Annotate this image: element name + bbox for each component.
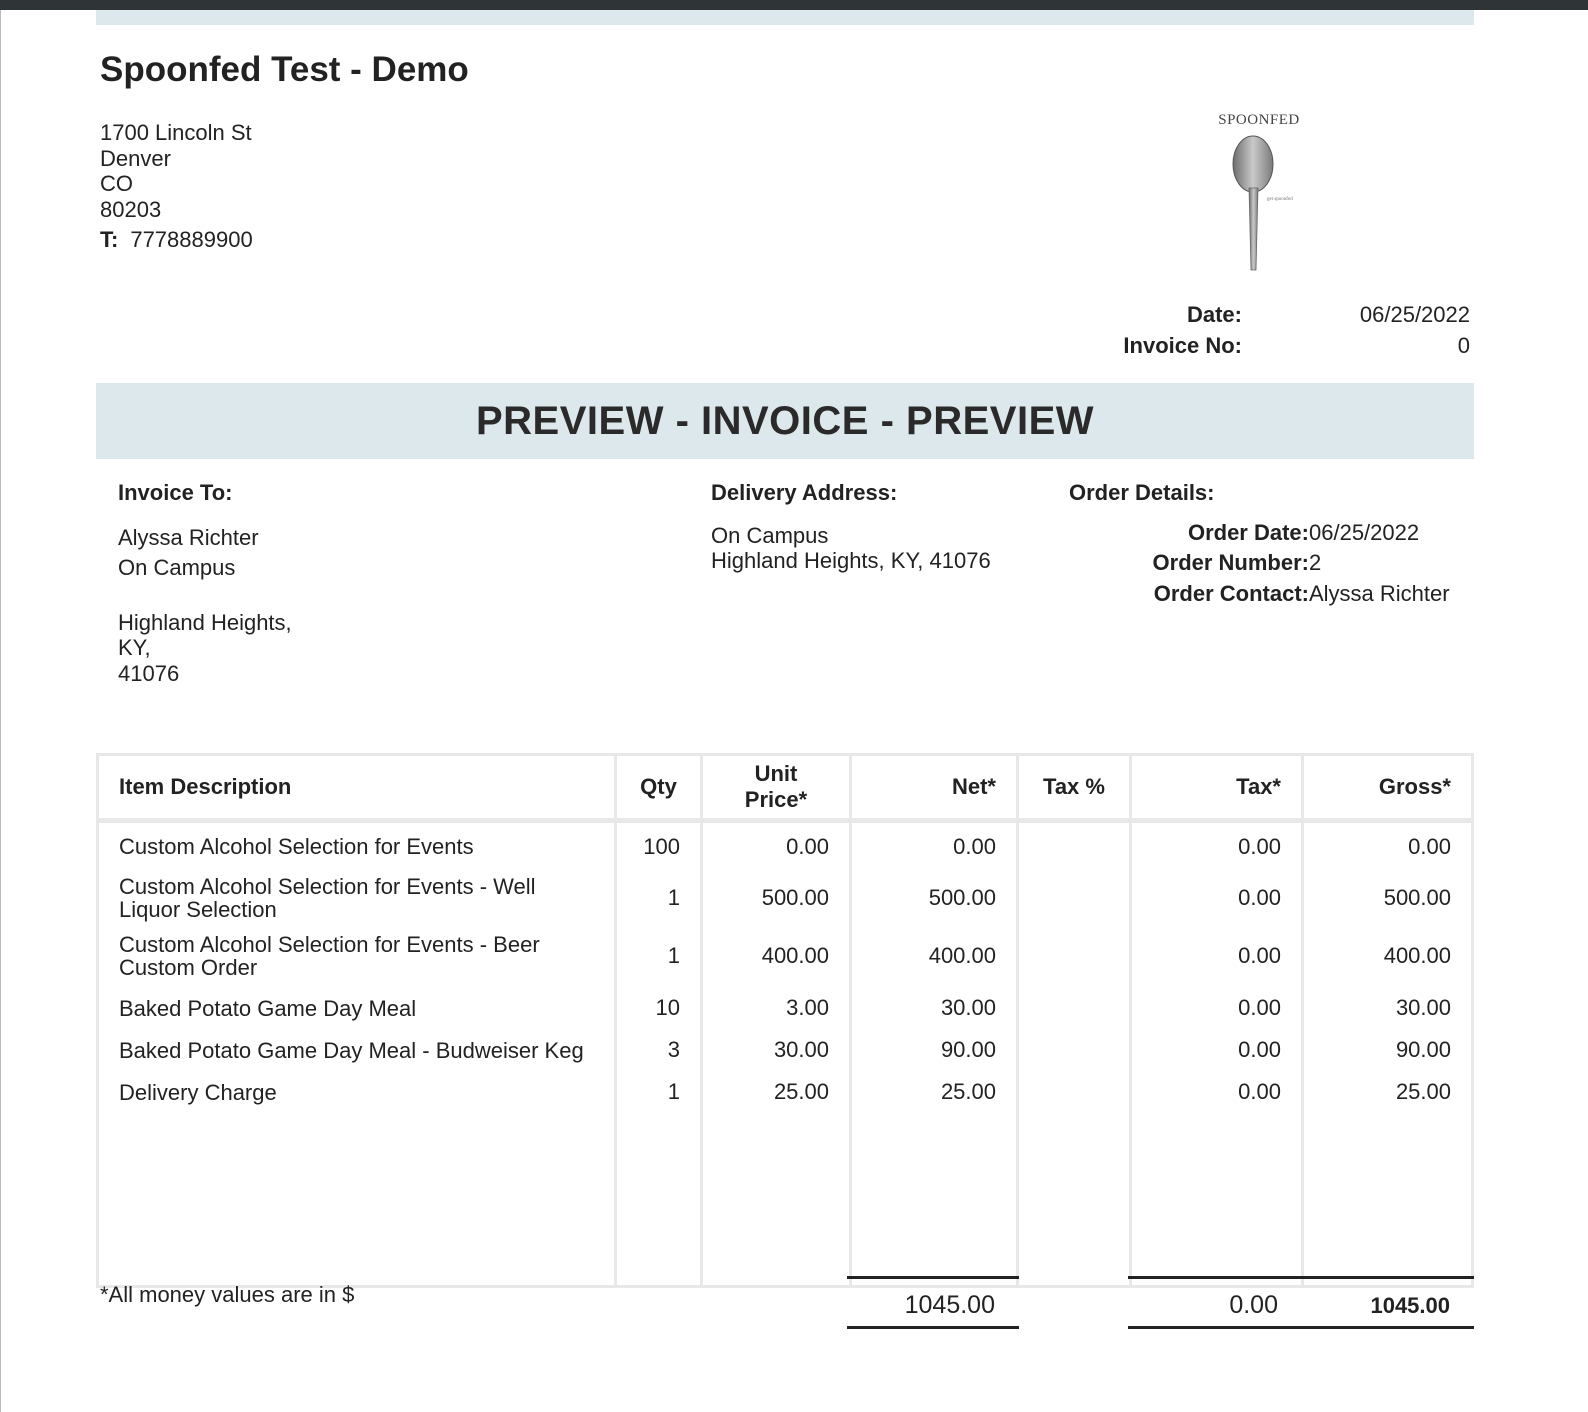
item-tax-percent	[1016, 1029, 1129, 1071]
address-line: 1700 Lincoln St	[100, 120, 252, 145]
order-number-value: 2	[1309, 550, 1322, 576]
table-row	[96, 1029, 1474, 1071]
item-gross: 500.00	[1301, 870, 1474, 925]
item-tax: 0.00	[1129, 870, 1301, 925]
item-tax-percent	[1016, 870, 1129, 925]
order-number-row	[1069, 548, 1469, 579]
company-logo	[1205, 108, 1313, 278]
invoice-to-heading: Invoice To:	[118, 480, 233, 505]
item-qty: 3	[614, 1029, 700, 1071]
item-net: 25.00	[849, 1071, 1016, 1113]
logo-wordmark: SPOONFED	[1218, 112, 1300, 128]
item-unit-price: 3.00	[700, 987, 849, 1029]
invoice-to-section	[118, 480, 292, 687]
delivery-line2: Highland Heights, KY, 41076	[711, 548, 991, 574]
item-net: 30.00	[849, 987, 1016, 1029]
table-row	[96, 925, 1474, 987]
item-description: Custom Alcohol Selection for Events - Well Liquor Selection	[96, 870, 614, 925]
item-qty: 1	[614, 870, 700, 925]
item-tax: 0.00	[1129, 1029, 1301, 1071]
total-gross: 1045.00	[1302, 1276, 1474, 1329]
delivery-address-heading: Delivery Address:	[711, 480, 898, 505]
item-description: Baked Potato Game Day Meal - Budweiser Keg	[96, 1029, 614, 1071]
item-qty: 10	[614, 987, 700, 1029]
header-strip	[96, 10, 1474, 25]
order-number-label: Order Number:	[1152, 550, 1309, 576]
table-row	[96, 1071, 1474, 1113]
item-gross: 30.00	[1301, 987, 1474, 1029]
order-date-label: Order Date:	[1187, 519, 1309, 545]
company-phone	[100, 227, 253, 253]
col-header-qty: Qty	[614, 753, 700, 823]
spoon-icon	[1205, 108, 1313, 278]
preview-banner: PREVIEW - INVOICE - PREVIEW	[96, 383, 1474, 459]
page-edge	[0, 10, 1, 1412]
item-unit-price: 25.00	[700, 1071, 849, 1113]
item-description: Delivery Charge	[96, 1071, 614, 1113]
order-contact-label: Order Contact:	[1153, 580, 1309, 606]
invoice-to-state: KY,	[118, 635, 151, 661]
item-net: 0.00	[849, 823, 1016, 870]
item-description: Custom Alcohol Selection for Events - Beer Custom Order	[96, 925, 614, 987]
item-gross: 90.00	[1301, 1029, 1474, 1071]
invoice-date-value: 06/25/2022	[1359, 302, 1470, 327]
item-tax: 0.00	[1129, 987, 1301, 1029]
item-description: Custom Alcohol Selection for Events	[96, 823, 614, 870]
item-unit-price: 500.00	[700, 870, 849, 925]
total-tax: 0.00	[1128, 1276, 1302, 1329]
invoice-number-value: 0	[1457, 333, 1470, 358]
item-gross: 400.00	[1301, 925, 1474, 987]
invoice-to-line1: On Campus	[118, 555, 236, 581]
invoice-number-label: Invoice No:	[1123, 333, 1242, 358]
invoice-date-row	[1100, 302, 1470, 333]
order-details-heading: Order Details:	[1069, 480, 1215, 505]
order-date-row	[1069, 518, 1469, 549]
col-header-unit-price: Unit Price*	[700, 753, 849, 823]
invoice-date-label: Date:	[1186, 302, 1242, 327]
item-unit-price: 0.00	[700, 823, 849, 870]
phone-value: 7778889900	[130, 226, 253, 252]
viewer-top-bar	[0, 0, 1588, 10]
company-address	[100, 120, 253, 253]
invoice-items-table	[96, 753, 1474, 1288]
logo-tagline: get spoonfed	[1267, 197, 1293, 202]
order-contact-row	[1069, 579, 1469, 610]
company-name: Spoonfed Test - Demo	[100, 50, 469, 89]
total-net: 1045.00	[847, 1276, 1019, 1329]
order-details-section	[1069, 480, 1469, 609]
delivery-line1: On Campus	[711, 522, 829, 548]
currency-note: *All money values are in $	[100, 1282, 355, 1307]
item-description: Baked Potato Game Day Meal	[96, 987, 614, 1029]
phone-label: T:	[100, 226, 119, 252]
table-header-row	[96, 753, 1474, 823]
col-header-net: Net*	[849, 753, 1016, 823]
invoice-meta	[1100, 302, 1470, 364]
item-gross: 25.00	[1301, 1071, 1474, 1113]
item-gross: 0.00	[1301, 823, 1474, 870]
item-tax-percent	[1016, 987, 1129, 1029]
item-tax-percent	[1016, 1071, 1129, 1113]
col-header-tax-percent: Tax %	[1016, 753, 1129, 823]
item-qty: 100	[614, 823, 700, 870]
item-tax: 0.00	[1129, 1071, 1301, 1113]
item-net: 400.00	[849, 925, 1016, 987]
table-row	[96, 870, 1474, 925]
invoice-to-city: Highland Heights,	[118, 609, 292, 635]
order-date-value: 06/25/2022	[1309, 519, 1420, 545]
item-unit-price: 30.00	[700, 1029, 849, 1071]
item-net: 500.00	[849, 870, 1016, 925]
item-tax-percent	[1016, 823, 1129, 870]
order-contact-value: Alyssa Richter	[1309, 580, 1450, 606]
item-tax: 0.00	[1129, 925, 1301, 987]
col-header-gross: Gross*	[1301, 753, 1474, 823]
item-tax: 0.00	[1129, 823, 1301, 870]
item-qty: 1	[614, 1071, 700, 1113]
invoice-to-name: Alyssa Richter	[118, 524, 259, 550]
address-city: Denver	[100, 145, 171, 171]
address-zip: 80203	[100, 197, 162, 223]
table-row	[96, 987, 1474, 1029]
item-tax-percent	[1016, 925, 1129, 987]
col-header-description: Item Description	[96, 753, 614, 823]
table-filler-row	[96, 1113, 1474, 1288]
item-net: 90.00	[849, 1029, 1016, 1071]
col-header-tax: Tax*	[1129, 753, 1301, 823]
invoice-number-row	[1100, 333, 1470, 364]
item-qty: 1	[614, 925, 700, 987]
table-row	[96, 823, 1474, 870]
invoice-to-zip: 41076	[118, 660, 180, 686]
item-unit-price: 400.00	[700, 925, 849, 987]
delivery-address-section	[711, 480, 991, 574]
address-state: CO	[100, 171, 133, 197]
